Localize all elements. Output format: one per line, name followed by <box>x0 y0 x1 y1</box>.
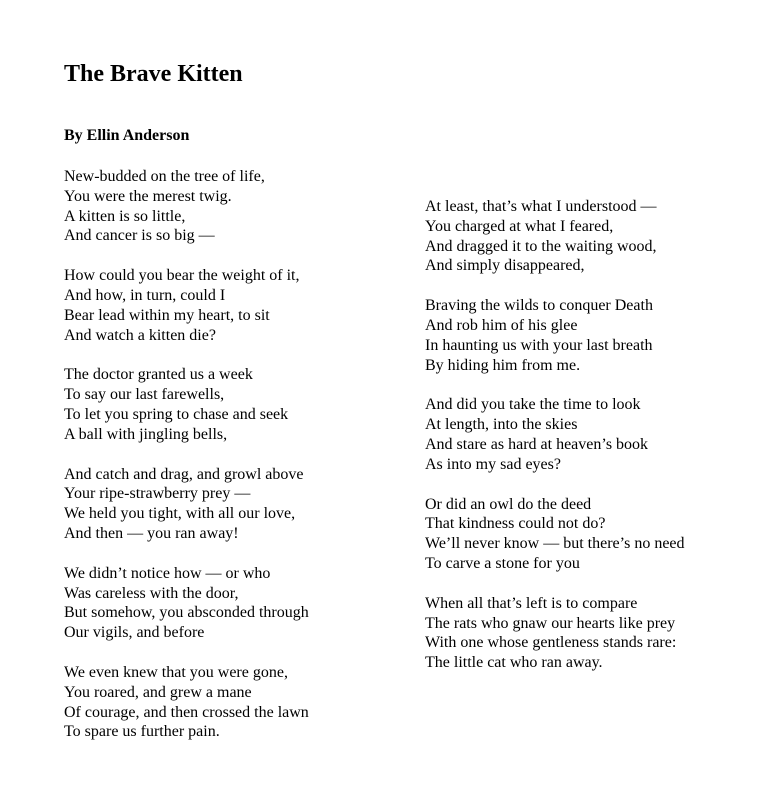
poem-line: We even knew that you were gone, <box>64 663 288 681</box>
poem-line: The rats who gnaw our hearts like prey <box>425 614 676 632</box>
poem-line: Or did an owl do the deed <box>425 495 592 513</box>
poem-line: To spare us further pain. <box>64 723 220 741</box>
poem-line: At least, that’s what I understood — <box>425 198 657 215</box>
stanza <box>64 663 384 742</box>
poem-line: New-budded on the tree of life, <box>64 168 265 185</box>
poem-line: Was careless with the door, <box>64 584 239 602</box>
poem-line: Your ripe-strawberry prey — <box>64 485 251 503</box>
poem-line: A kitten is so little, <box>64 207 186 225</box>
poem-line: A ball with jingling bells, <box>64 425 228 443</box>
stanza <box>425 495 755 574</box>
poem-line: How could you bear the weight of it, <box>64 267 300 285</box>
poem-line: Braving the wilds to conquer Death <box>425 297 653 315</box>
poem-line: When all that’s left is to compare <box>425 594 638 612</box>
poem-line: And catch and drag, and growl above <box>64 465 304 483</box>
poem-line: In haunting us with your last breath <box>425 336 653 354</box>
poem-line: And how, in turn, could I <box>64 286 226 304</box>
poem-line: And then — you ran away! <box>64 524 239 542</box>
poem-line: By hiding him from me. <box>425 356 581 374</box>
poem-line: Our vigils, and before <box>64 624 205 642</box>
poem-line: At length, into the skies <box>425 416 578 434</box>
poem-column-left <box>64 167 384 762</box>
stanza <box>425 594 755 673</box>
poem-author: By Ellin Anderson <box>64 127 190 144</box>
poem-title: The Brave Kitten <box>64 61 243 87</box>
poem-line: And cancer is so big — <box>64 227 215 245</box>
stanza <box>64 564 384 643</box>
poem-column-right <box>425 197 755 693</box>
poem-line: To say our last farewells, <box>64 386 225 404</box>
poem-line: We held you tight, with all our love, <box>64 505 296 523</box>
poem-line: You roared, and grew a mane <box>64 683 252 701</box>
poem-line: Of courage, and then crossed the lawn <box>64 703 309 721</box>
stanza <box>425 395 755 474</box>
stanza <box>64 266 384 345</box>
poem-line: And dragged it to the waiting wood, <box>425 237 657 255</box>
poem-line: And did you take the time to look <box>425 396 641 414</box>
poem-line: And rob him of his glee <box>425 316 578 334</box>
poem-line: We’ll never know — but there’s no need <box>425 535 685 553</box>
poem-line: But somehow, you absconded through <box>64 604 309 622</box>
poem-line: You were the merest twig. <box>64 187 232 205</box>
poem-line: And watch a kitten die? <box>64 326 216 344</box>
poem-line: And stare as hard at heaven’s book <box>425 435 649 453</box>
stanza <box>425 197 755 276</box>
poem-line: You charged at what I feared, <box>425 217 614 235</box>
stanza <box>425 296 755 375</box>
stanza <box>64 465 384 544</box>
poem-line: As into my sad eyes? <box>425 455 561 473</box>
poem-line: That kindness could not do? <box>425 515 606 533</box>
poem-line: To let you spring to chase and seek <box>64 405 289 423</box>
poem-line: Bear lead within my heart, to sit <box>64 306 270 324</box>
poem-line: And simply disappeared, <box>425 257 585 275</box>
poem-line: We didn’t notice how — or who <box>64 564 271 582</box>
poem-line: The doctor granted us a week <box>64 366 253 384</box>
poem-line: The little cat who ran away. <box>425 654 603 672</box>
poem-line: To carve a stone for you <box>425 554 580 572</box>
poem-line: With one whose gentleness stands rare: <box>425 634 677 652</box>
stanza <box>64 167 384 246</box>
stanza <box>64 365 384 444</box>
